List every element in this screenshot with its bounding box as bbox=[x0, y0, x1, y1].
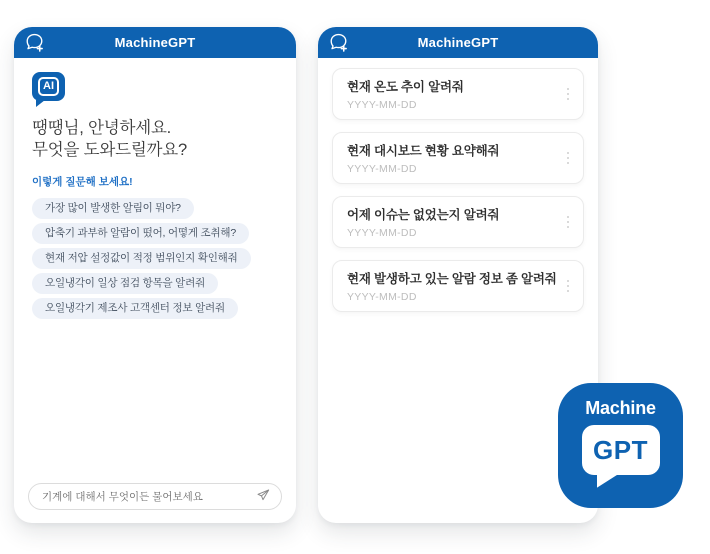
history-card-date: YYYY-MM-DD bbox=[347, 99, 417, 111]
kebab-menu-icon[interactable] bbox=[563, 84, 574, 105]
suggestion-chip-4[interactable]: 오일냉각이 일상 점검 항목을 알려줘 bbox=[32, 273, 218, 294]
history-card-3[interactable] bbox=[332, 196, 584, 248]
suggestion-chip-1[interactable]: 가장 많이 발생한 알림이 뭐야? bbox=[32, 198, 194, 219]
app-title: MachineGPT bbox=[114, 35, 196, 50]
kebab-menu-icon[interactable] bbox=[563, 148, 574, 169]
chat-bubble-plus-icon bbox=[328, 32, 349, 53]
new-chat-button[interactable] bbox=[24, 32, 45, 53]
greeting-line1: 땡땡님, 안녕하세요. bbox=[32, 119, 172, 137]
history-screen bbox=[318, 27, 598, 523]
kebab-menu-icon[interactable] bbox=[563, 212, 574, 233]
machinegpt-logo bbox=[558, 383, 683, 508]
history-card-2[interactable] bbox=[332, 132, 584, 184]
history-card-text bbox=[347, 141, 499, 175]
app-header bbox=[14, 27, 296, 58]
history-card-title: 현재 온도 추이 알려줘 bbox=[347, 80, 464, 94]
ai-badge-icon bbox=[32, 72, 65, 101]
logo-gpt-text: GPT bbox=[593, 434, 648, 465]
history-card-title: 어제 이슈는 없었는지 알려줘 bbox=[347, 208, 500, 222]
history-card-date: YYYY-MM-DD bbox=[347, 227, 417, 239]
kebab-menu-icon[interactable] bbox=[563, 276, 574, 297]
history-card-title: 현재 발생하고 있는 알람 정보 좀 알려줘 bbox=[347, 272, 557, 286]
logo-speech-bubble-icon bbox=[582, 425, 660, 475]
suggestion-chip-list bbox=[32, 198, 278, 319]
history-card-text bbox=[347, 269, 557, 303]
history-card-title: 현재 대시보드 현황 요약해줘 bbox=[347, 144, 500, 158]
history-list bbox=[318, 58, 598, 312]
history-card-date: YYYY-MM-DD bbox=[347, 291, 417, 303]
chat-body bbox=[14, 58, 296, 523]
app-header bbox=[318, 27, 598, 58]
history-card-text bbox=[347, 205, 499, 239]
greeting-text bbox=[32, 117, 278, 161]
send-button[interactable] bbox=[254, 488, 272, 506]
suggestion-chip-5[interactable]: 오일냉각기 제조사 고객센터 정보 알려줘 bbox=[32, 298, 238, 319]
history-card-4[interactable] bbox=[332, 260, 584, 312]
chat-screen bbox=[14, 27, 296, 523]
chat-input-bar bbox=[28, 483, 282, 510]
greeting-line2: 무엇을 도와드릴까요? bbox=[32, 141, 188, 159]
history-card-date: YYYY-MM-DD bbox=[347, 163, 417, 175]
chat-input[interactable] bbox=[42, 491, 254, 503]
history-card-1[interactable] bbox=[332, 68, 584, 120]
suggestion-chip-3[interactable]: 현재 저압 설정값이 적정 범위인지 확인해줘 bbox=[32, 248, 251, 269]
chat-bubble-plus-icon bbox=[24, 32, 45, 53]
new-chat-button[interactable] bbox=[328, 32, 349, 53]
logo-bubble-tail bbox=[597, 474, 619, 488]
suggestion-chip-2[interactable]: 압축기 과부하 알람이 떴어, 어떻게 조취해? bbox=[32, 223, 249, 244]
suggestion-label: 이렇게 질문해 보세요! bbox=[32, 176, 133, 188]
ai-badge-label: AI bbox=[38, 77, 59, 96]
logo-machine-text: Machine bbox=[585, 398, 656, 418]
app-title: MachineGPT bbox=[417, 35, 499, 50]
paper-plane-icon bbox=[255, 487, 271, 506]
history-card-text bbox=[347, 77, 464, 111]
